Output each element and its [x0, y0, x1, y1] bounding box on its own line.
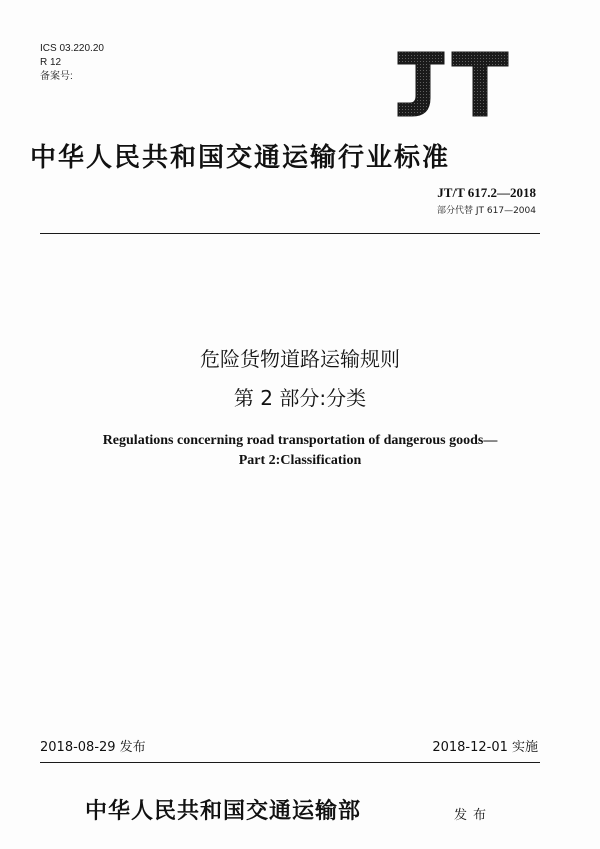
implementation-date: 2018-12-01 实施: [432, 740, 538, 755]
document-title-en-line1: Regulations concerning road transportation of dangerous goods—: [102, 433, 498, 448]
document-title-cn-line2: 第 2 部分:分类: [233, 386, 367, 410]
ics-code: ICS 03.220.20: [40, 43, 104, 54]
header-divider: [40, 233, 540, 234]
document-title-en-line2: Part 2:Classification: [238, 453, 362, 468]
standard-number: JT/T 617.2—2018: [437, 185, 536, 200]
replaces-note: 部分代替 JT 617—2004: [437, 206, 536, 216]
industry-standard-title: 中华人民共和国交通运输行业标准: [30, 143, 451, 173]
publish-label: 发布: [454, 808, 493, 823]
jt-logo: [392, 48, 512, 120]
footer-divider: [40, 762, 540, 763]
document-title-cn-line1: 危险货物道路运输规则: [200, 347, 400, 371]
issue-date: 2018-08-29 发布: [40, 740, 146, 755]
classification-block: [40, 42, 104, 84]
filing-number: 备案号:: [40, 71, 73, 82]
issuing-ministry: 中华人民共和国交通运输部: [85, 799, 362, 824]
category-code: R 12: [40, 57, 62, 68]
